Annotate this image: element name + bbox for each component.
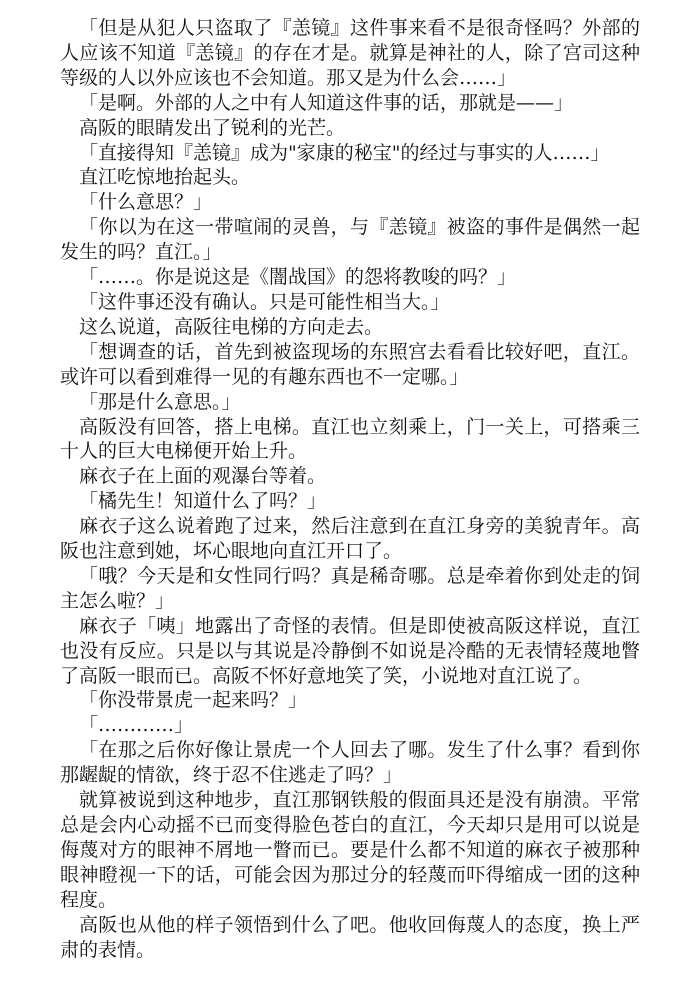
- paragraph: 「是啊。外部的人之中有人知道这件事的话，那就是——」: [79, 91, 574, 114]
- paragraph: 「橘先生！知道什么了吗？」: [79, 490, 327, 513]
- paragraph: 「什么意思？」: [79, 191, 213, 214]
- paragraph: 「……。你是说这是《闇战国》的怨将教唆的吗？」: [79, 266, 517, 289]
- novel-page: [60, 16, 640, 962]
- paragraph: 「那是什么意思。」: [79, 390, 241, 413]
- paragraph: 高阪没有回答，搭上电梯。直江也立刻乘上，门一关上，可搭乘三十人的巨大电梯便开始上升。: [60, 415, 640, 463]
- paragraph: 就算被说到这种地步，直江那钢铁般的假面具还是没有崩溃。平常总是会内心动摇不已而变得脸色苍白的直江，今天却只是用可以说是侮蔑对方的眼神不屑地一瞥而已。要是什么都不知道的麻衣子被那种眼神瞪视一下的话，可能会因为那过分的轻蔑而吓得缩成一团的这种程度。: [60, 789, 640, 911]
- paragraph: 「这件事还没有确认。只是可能性相当大。」: [79, 290, 450, 313]
- paragraph: 这么说道，高阪往电梯的方向走去。: [79, 315, 384, 338]
- paragraph: 麻衣子「咦」地露出了奇怪的表情。但是即使被高阪这样说，直江也没有反应。只是以与其说是冷静倒不如说是冷酷的无表情轻蔑地瞥了高阪一眼而已。高阪不怀好意地笑了笑，小说地对直江说了。: [60, 614, 640, 687]
- paragraph: 高阪也从他的样子领悟到什么了吧。他收回侮蔑人的态度，换上严肃的表情。: [60, 913, 640, 961]
- paragraph: 麻衣子在上面的观瀑台等着。: [79, 465, 327, 488]
- paragraph: 「哦？今天是和女性同行吗？真是稀奇哪。总是牵着你到处走的饲主怎么啦？」: [60, 564, 640, 612]
- paragraph: 「你没带景虎一起来吗？」: [79, 689, 308, 712]
- paragraph: 「你以为在这一带喧闹的灵兽，与『恙镜』被盗的事件是偶然一起发生的吗？直江。」: [60, 216, 640, 264]
- paragraph: 「但是从犯人只盗取了『恙镜』这件事来看不是很奇怪吗？外部的人应该不知道『恙镜』的存在才是。就算是神社的人，除了宫司这种等级的人以外应该也不会知道。那又是为什么会……」: [60, 17, 640, 89]
- paragraph: 高阪的眼睛发出了锐利的光芒。: [79, 116, 346, 139]
- paragraph: 「想调查的话，首先到被盗现场的东照宫去看看比较好吧，直江。或许可以看到难得一见的有趣东西也不一定哪。」: [60, 340, 640, 388]
- paragraph: 「…………」: [79, 714, 194, 737]
- paragraph: 「在那之后你好像让景虎一个人回去了哪。发生了什么事？看到你那龌龊的情欲，终于忍不住逃走了吗？」: [60, 739, 640, 787]
- paragraph: 麻衣子这么说着跑了过来，然后注意到在直江身旁的美貌青年。高阪也注意到她，坏心眼地向直江开口了。: [60, 515, 640, 563]
- paragraph: 「直接得知『恙镜』成为"家康的秘宝"的经过与事实的人……」: [79, 141, 610, 164]
- paragraph: 直江吃惊地抬起头。: [79, 166, 251, 189]
